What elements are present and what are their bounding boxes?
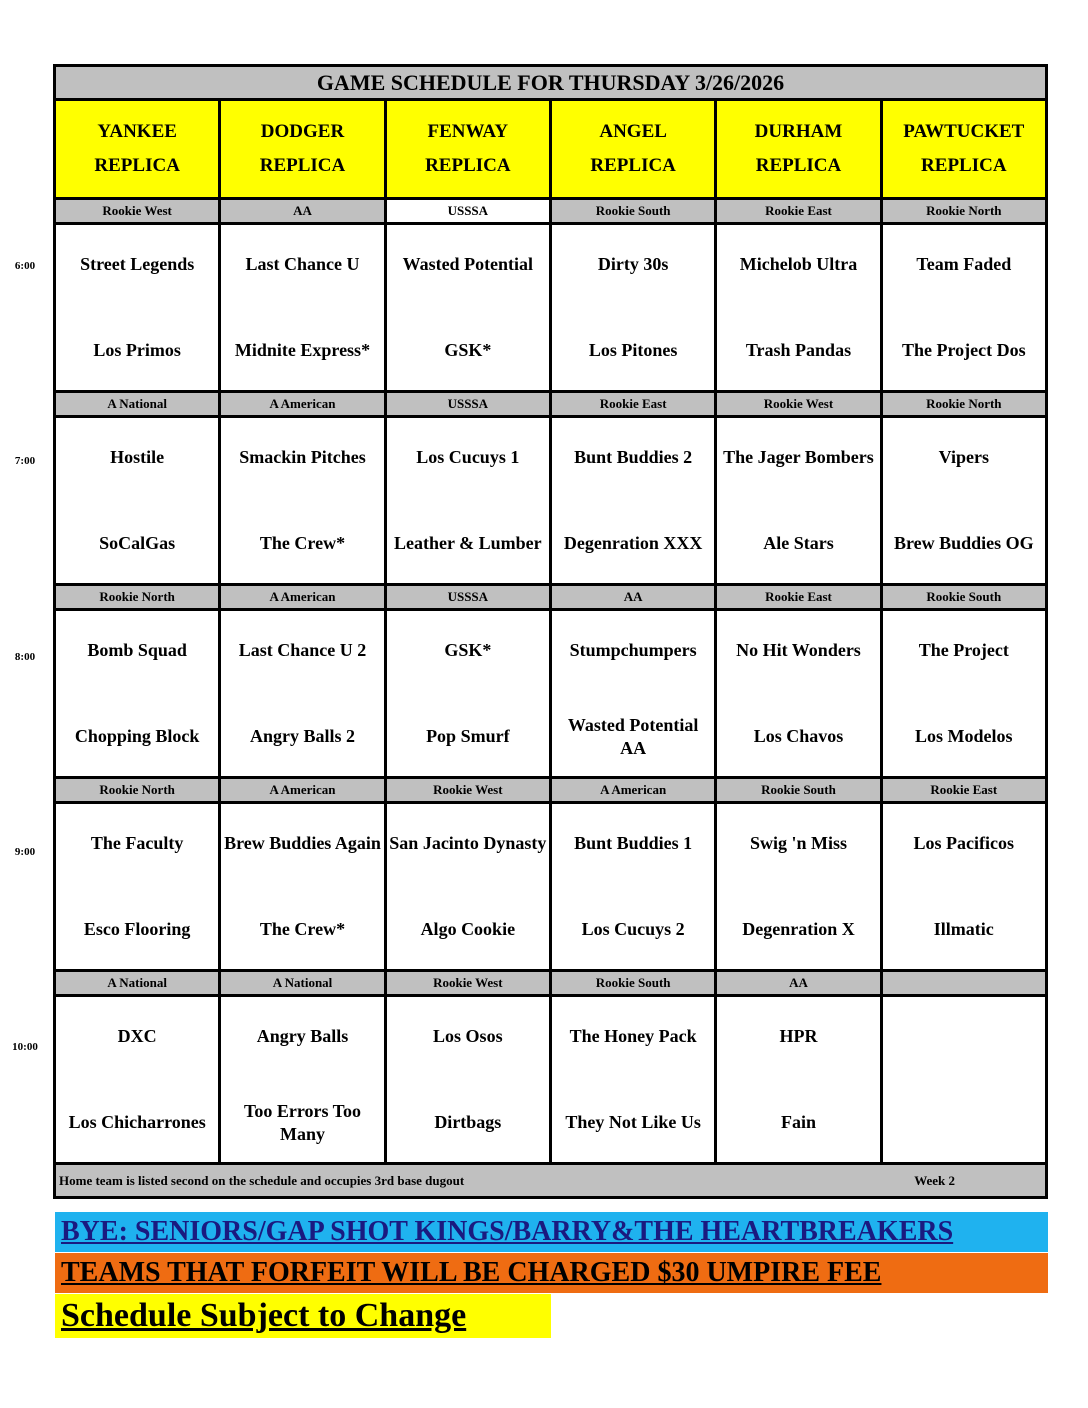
- field-name: YANKEE: [97, 121, 177, 142]
- field-sub: REPLICA: [755, 155, 842, 176]
- game-cell: [56, 804, 218, 969]
- home-team: Angry Balls 2: [249, 726, 355, 747]
- home-team: Fain: [780, 1112, 816, 1133]
- game-cell: [549, 225, 714, 390]
- away-team: [883, 1007, 1045, 1067]
- field-name: FENWAY: [427, 121, 509, 142]
- home-team: Los Modelos: [915, 726, 1013, 747]
- schedule-table: [53, 64, 1048, 1199]
- home-team: Degenration XXX: [563, 533, 703, 554]
- away-team: San Jacinto Dynasty: [389, 833, 547, 854]
- game-cell: [56, 611, 218, 776]
- away-team: Bunt Buddies 1: [574, 833, 693, 854]
- division-label: A American: [218, 393, 383, 415]
- slots-container: [53, 200, 1048, 1165]
- time-slot-row: [53, 415, 1048, 586]
- game-cell: [218, 225, 383, 390]
- game-cell: [549, 997, 714, 1162]
- game-cell: [218, 418, 383, 583]
- division-label: Rookie North: [880, 200, 1045, 222]
- division-label: Rookie East: [880, 779, 1045, 801]
- home-team: Degenration X: [742, 919, 855, 940]
- home-team: Midnite Express*: [234, 340, 371, 361]
- division-label: Rookie South: [880, 586, 1045, 608]
- game-cell: [384, 418, 549, 583]
- division-label: Rookie East: [714, 200, 879, 222]
- field-name: ANGEL: [599, 121, 667, 142]
- away-team: Bomb Squad: [87, 640, 187, 661]
- division-label: AA: [549, 586, 714, 608]
- game-cell: [384, 611, 549, 776]
- home-team: Los Cucuys 2: [581, 919, 685, 940]
- field-sub: REPLICA: [425, 155, 511, 176]
- field-sub: REPLICA: [259, 155, 346, 176]
- home-team: Brew Buddies OG: [893, 533, 1034, 554]
- away-team: Street Legends: [80, 254, 195, 275]
- away-team: The Project: [918, 640, 1009, 661]
- division-label: AA: [218, 200, 383, 222]
- division-label: Rookie South: [549, 972, 714, 994]
- division-label: A American: [549, 779, 714, 801]
- home-team: Los Pitones: [588, 340, 678, 361]
- away-team: Bunt Buddies 2: [574, 447, 693, 468]
- division-row: [53, 393, 1048, 415]
- game-cell: [880, 225, 1045, 390]
- division-label: USSSA: [384, 586, 549, 608]
- away-team: The Faculty: [90, 833, 184, 854]
- game-cell: [218, 611, 383, 776]
- division-label: A American: [218, 586, 383, 608]
- home-team: The Project Dos: [901, 340, 1026, 361]
- division-label: USSSA: [384, 200, 549, 222]
- schedule-subject-banner: Schedule Subject to Change: [55, 1294, 551, 1338]
- division-label: Rookie West: [384, 779, 549, 801]
- division-label: [880, 972, 1045, 994]
- away-team: Los Pacificos: [913, 833, 1015, 854]
- field-header: [549, 101, 714, 197]
- division-label: A American: [218, 779, 383, 801]
- away-team: Hostile: [110, 447, 165, 468]
- game-cell: [880, 997, 1045, 1162]
- time-label-7: 7:00: [14, 455, 36, 467]
- home-team: The Crew*: [259, 533, 346, 554]
- field-header: [384, 101, 549, 197]
- home-team-note: Home team is listed second on the schedule and occupies 3rd base dugout: [59, 1172, 465, 1188]
- division-label: Rookie West: [384, 972, 549, 994]
- game-cell: [714, 997, 879, 1162]
- division-row: [53, 779, 1048, 801]
- home-team: Algo Cookie: [420, 919, 516, 940]
- home-team: Los Chavos: [753, 726, 844, 747]
- home-team: Trash Pandas: [745, 340, 852, 361]
- division-label: USSSA: [384, 393, 549, 415]
- home-team: SoCalGas: [99, 533, 176, 554]
- field-sub: REPLICA: [94, 155, 180, 176]
- away-team: Dirty 30s: [597, 254, 669, 275]
- home-team: Pop Smurf: [426, 726, 510, 747]
- game-cell: [384, 225, 549, 390]
- division-label: A National: [56, 393, 218, 415]
- game-cell: [384, 997, 549, 1162]
- home-team: Ale Stars: [763, 533, 834, 554]
- game-cell: [549, 418, 714, 583]
- field-header: [714, 101, 879, 197]
- home-team: The Crew*: [259, 919, 346, 940]
- away-team: The Jager Bombers: [723, 447, 874, 468]
- away-team: Los Osos: [433, 1026, 503, 1047]
- time-label-10: 10:00: [12, 1041, 38, 1053]
- home-team: [883, 1093, 1045, 1153]
- home-team: Chopping Block: [74, 726, 200, 747]
- game-cell: [549, 804, 714, 969]
- time-slot-row: [53, 994, 1048, 1165]
- field-name: DODGER: [260, 121, 345, 142]
- game-cell: [880, 804, 1045, 969]
- game-cell: [714, 225, 879, 390]
- division-row: [53, 972, 1048, 994]
- game-cell: [56, 997, 218, 1162]
- home-team: They Not Like Us: [565, 1112, 701, 1133]
- away-team: Vipers: [938, 447, 989, 468]
- division-label: Rookie West: [56, 200, 218, 222]
- game-cell: [714, 611, 879, 776]
- game-cell: [218, 997, 383, 1162]
- home-team: GSK*: [444, 340, 492, 361]
- game-cell: [549, 611, 714, 776]
- home-team: Dirtbags: [434, 1112, 502, 1133]
- home-team: Too Errors Too Many: [243, 1100, 362, 1144]
- field-header: [218, 101, 383, 197]
- home-team: Leather & Lumber: [393, 533, 542, 554]
- away-team: Last Chance U: [245, 254, 360, 275]
- away-team: Swig 'n Miss: [749, 833, 847, 854]
- field-header-row: [53, 98, 1048, 200]
- division-row: [53, 586, 1048, 608]
- division-label: Rookie West: [714, 393, 879, 415]
- game-cell: [56, 418, 218, 583]
- time-slot-row: [53, 801, 1048, 972]
- schedule-title: GAME SCHEDULE FOR THURSDAY 3/26/2026: [53, 64, 1048, 98]
- away-team: Los Cucuys 1: [416, 447, 520, 468]
- away-team: Brew Buddies Again: [224, 833, 381, 854]
- time-label-9: 9:00: [14, 846, 36, 858]
- game-cell: [880, 611, 1045, 776]
- field-header: [880, 101, 1045, 197]
- away-team: Last Chance U 2: [238, 640, 367, 661]
- home-team: Esco Flooring: [83, 919, 191, 940]
- division-label: Rookie North: [56, 779, 218, 801]
- division-label: Rookie North: [880, 393, 1045, 415]
- field-name: PAWTUCKET: [903, 121, 1025, 142]
- home-team: Los Primos: [93, 340, 181, 361]
- away-team: GSK*: [444, 640, 492, 661]
- bye-banner: BYE: SENIORS/GAP SHOT KINGS/BARRY&THE HEARTBREAKERS: [55, 1212, 1048, 1252]
- away-team: Team Faded: [916, 254, 1012, 275]
- away-team: Michelob Ultra: [739, 254, 858, 275]
- game-cell: [384, 804, 549, 969]
- game-cell: [714, 418, 879, 583]
- away-team: DXC: [117, 1026, 157, 1047]
- division-row: [53, 200, 1048, 222]
- division-label: A National: [56, 972, 218, 994]
- game-cell: [218, 804, 383, 969]
- home-team: Wasted Potential AA: [567, 714, 699, 758]
- division-label: A National: [218, 972, 383, 994]
- home-team: Illmatic: [933, 919, 994, 940]
- time-label-8: 8:00: [14, 651, 36, 663]
- away-team: Smackin Pitches: [239, 447, 366, 468]
- away-team: No Hit Wonders: [736, 640, 861, 661]
- division-label: AA: [714, 972, 879, 994]
- field-sub: REPLICA: [590, 155, 676, 176]
- field-sub: REPLICA: [921, 155, 1007, 176]
- time-label-6: 6:00: [14, 260, 36, 272]
- time-slot-row: [53, 222, 1048, 393]
- away-team: Stumpchumpers: [569, 640, 697, 661]
- footer-row: [53, 1165, 1048, 1199]
- week-label: Week 2: [914, 1172, 955, 1188]
- division-label: Rookie North: [56, 586, 218, 608]
- away-team: HPR: [779, 1026, 818, 1047]
- field-header: [56, 101, 218, 197]
- division-label: Rookie South: [549, 200, 714, 222]
- away-team: Wasted Potential: [402, 254, 534, 275]
- division-label: Rookie East: [714, 586, 879, 608]
- division-label: Rookie South: [714, 779, 879, 801]
- away-team: Angry Balls: [256, 1026, 349, 1047]
- game-cell: [880, 418, 1045, 583]
- forfeit-banner: TEAMS THAT FORFEIT WILL BE CHARGED $30 UMPIRE FEE: [55, 1253, 1048, 1293]
- home-team: Los Chicharrones: [68, 1112, 206, 1133]
- field-name: DURHAM: [754, 121, 843, 142]
- game-cell: [714, 804, 879, 969]
- away-team: The Honey Pack: [569, 1026, 697, 1047]
- game-cell: [56, 225, 218, 390]
- division-label: Rookie East: [549, 393, 714, 415]
- time-slot-row: [53, 608, 1048, 779]
